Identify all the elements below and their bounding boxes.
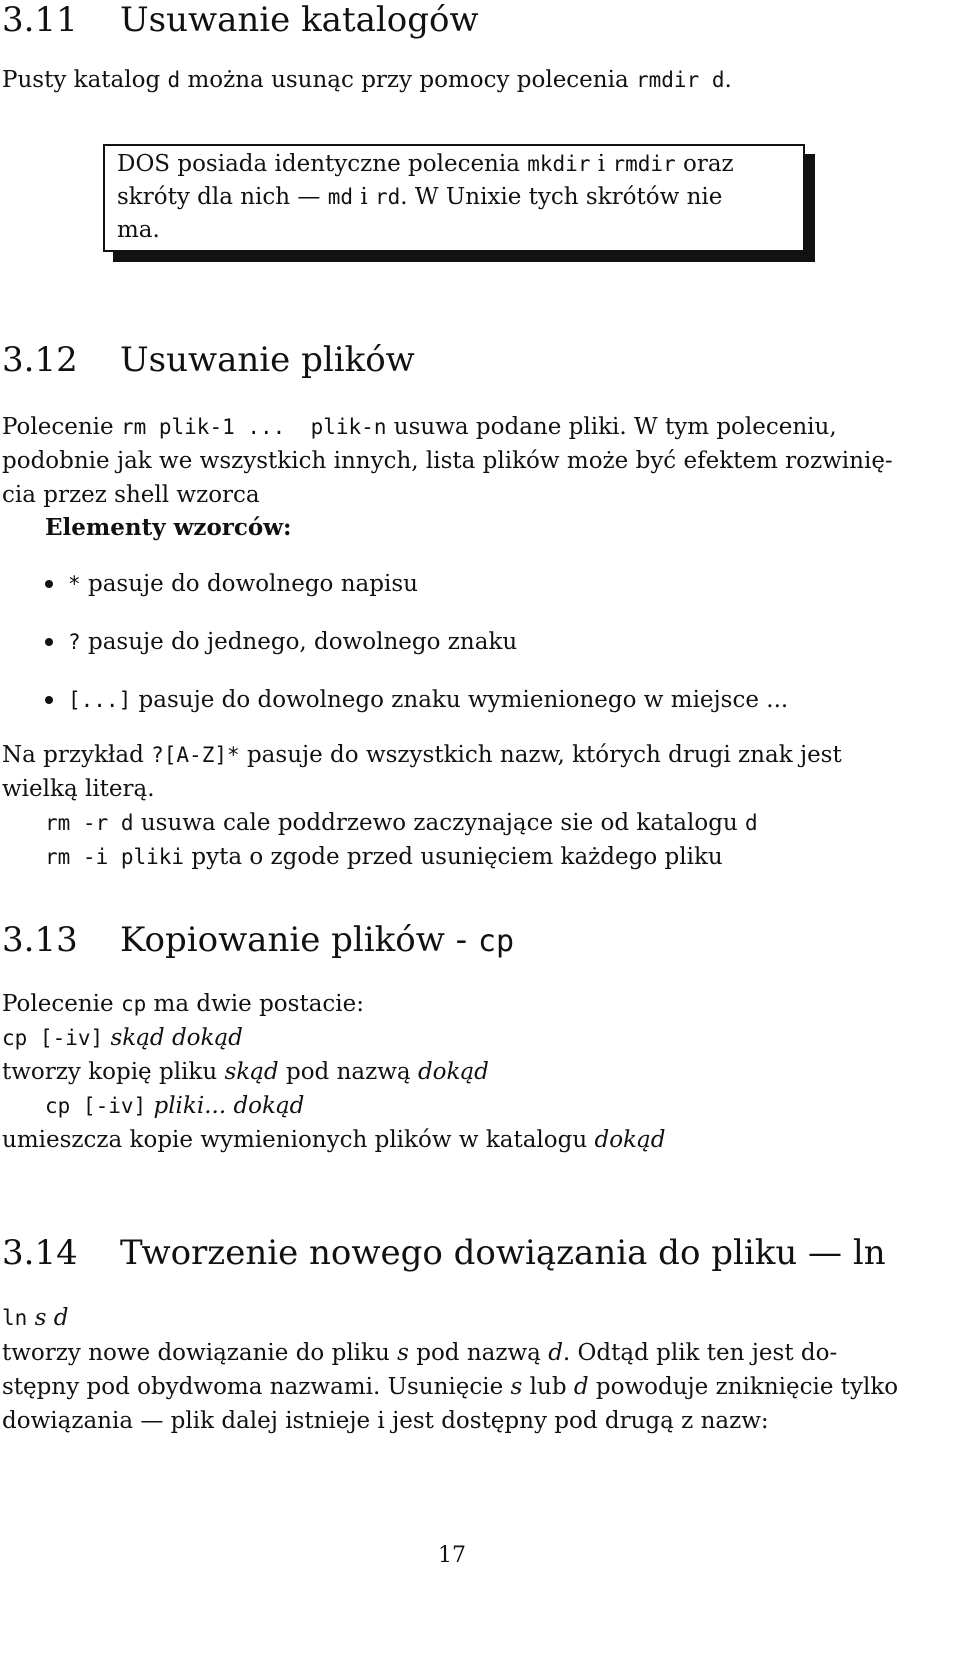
list-item: * pasuje do dowolnego napisu (68, 571, 418, 597)
section-number: 3.14 (2, 1233, 78, 1273)
section-number: 3.12 (2, 340, 78, 380)
paragraph-line: wielką literą. (2, 776, 155, 802)
bullet-dot (45, 696, 53, 704)
section-3-11-heading (2, 0, 479, 40)
section-number: 3.13 (2, 920, 78, 960)
paragraph-line: cia przez shell wzorca (2, 482, 260, 508)
synopsis-line: ln s d (2, 1305, 69, 1331)
note-line: ma. (117, 217, 160, 243)
paragraph: Pusty katalog d można usunąc przy pomocy polecenia rmdir d. (2, 67, 732, 93)
bullet-dot (45, 580, 53, 588)
page-number: 17 (438, 1543, 466, 1568)
section-title: Usuwanie katalogów (120, 0, 479, 40)
section-title: Tworzenie nowego dowiązania do pliku — ln (120, 1233, 886, 1273)
paragraph-line: Polecenie rm plik-1 ... plik-n usuwa podane pliki. W tym poleceniu, (2, 414, 837, 440)
synopsis-line: cp [-iv] pliki... dokąd (45, 1093, 305, 1119)
bullet-dot (45, 638, 53, 646)
section-3-13-heading: 3.13 Kopiowanie plików - cp (2, 920, 515, 960)
section-number: 3.11 (2, 0, 78, 40)
section-3-14-heading (2, 1233, 886, 1273)
list-item: [...] pasuje do dowolnego znaku wymienionego w miejsce ... (68, 687, 789, 713)
paragraph-line: Polecenie cp ma dwie postacie: (2, 991, 365, 1017)
paragraph-line: umieszcza kopie wymienionych plików w katalogu dokąd (2, 1127, 666, 1153)
paragraph-line: podobnie jak we wszystkich innych, lista plików może być efektem rozwinię- (2, 448, 893, 474)
paragraph-line: tworzy nowe dowiązanie do pliku s pod nazwą d. Odtąd plik ten jest do- (2, 1340, 838, 1366)
section-title: Kopiowanie plików - (120, 920, 478, 960)
note-box (103, 144, 805, 252)
paragraph-line: Na przykład ?[A-Z]* pasuje do wszystkich nazw, których drugi znak jest (2, 742, 842, 768)
command-line: rm -i pliki pyta o zgode przed usunięciem każdego pliku (45, 844, 723, 870)
paragraph-line: dowiązania — plik dalej istnieje i jest dostępny pod drugą z nazw: (2, 1408, 769, 1434)
note-line: DOS posiada identyczne polecenia mkdir i rmdir oraz (117, 151, 734, 177)
section-title: Usuwanie plików (120, 340, 415, 380)
note-line: skróty dla nich — md i rd. W Unixie tych skrótów nie (117, 184, 723, 210)
list-item: ? pasuje do jednego, dowolnego znaku (68, 629, 518, 655)
section-3-12-heading (2, 340, 415, 380)
paragraph-line: stępny pod obydwoma nazwami. Usunięcie s lub d powoduje zniknięcie tylko (2, 1374, 899, 1400)
synopsis-line: cp [-iv] skąd dokąd (2, 1025, 243, 1051)
paragraph-line: tworzy kopię pliku skąd pod nazwą dokąd (2, 1059, 489, 1085)
elements-heading: Elementy wzorców: (45, 514, 292, 541)
command-line: rm -r d usuwa cale poddrzewo zaczynające sie od katalogu d (45, 810, 758, 836)
